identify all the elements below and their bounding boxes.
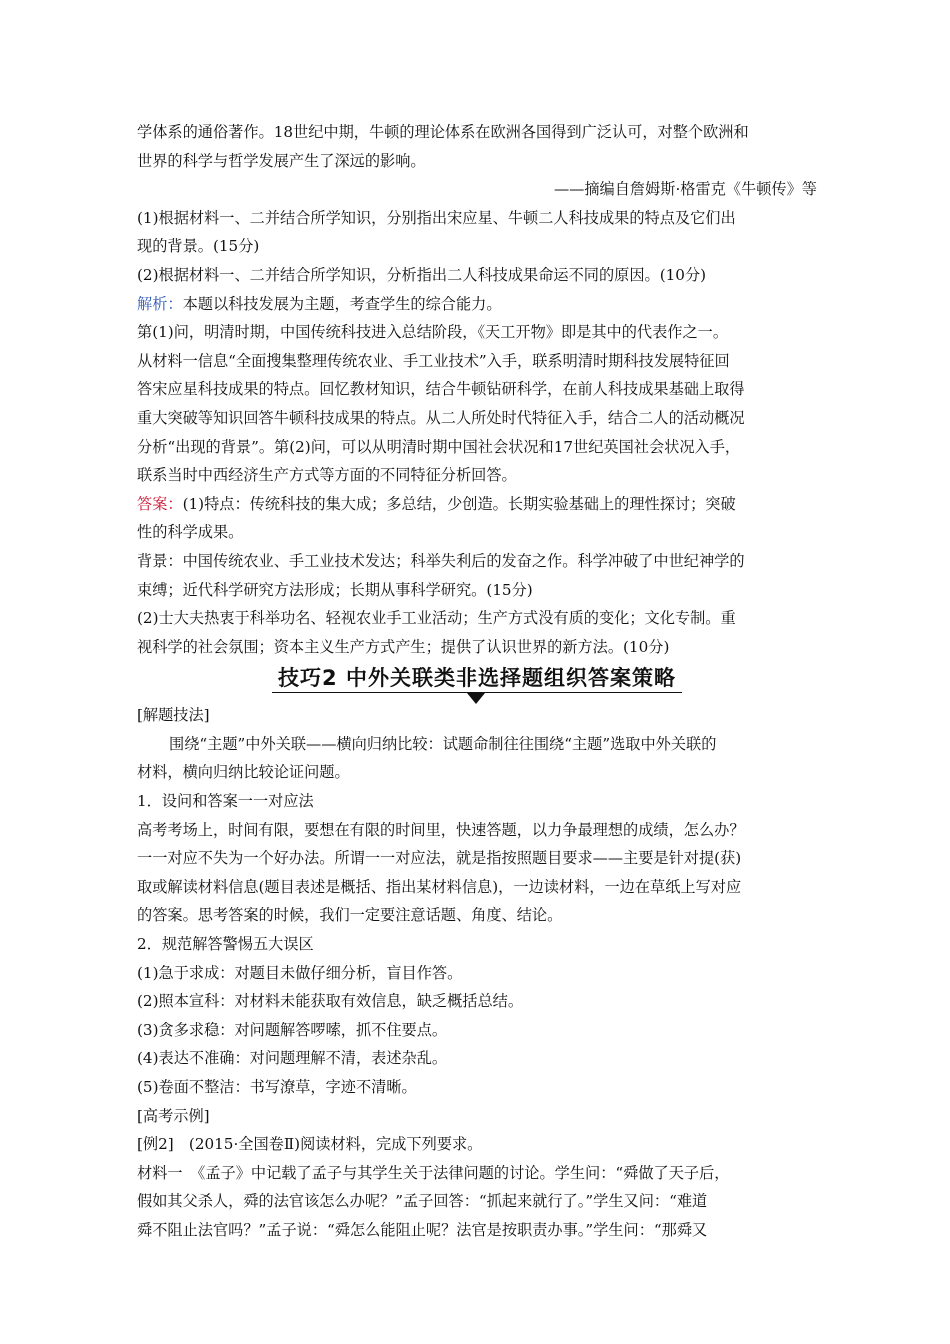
text-line: 的答案。思考答案的时候，我们一定要注意话题、角度、结论。 bbox=[137, 906, 563, 925]
text-line: 围绕“主题”中外关联——横向归纳比较：试题命制往往围绕“主题”选取中外关联的 bbox=[169, 734, 717, 753]
text-line: 高考考场上，时间有限，要想在有限的时间里，快速答题，以力争最理想的成绩，怎么办？ bbox=[137, 820, 745, 839]
answer-line bbox=[137, 490, 817, 519]
document-page bbox=[137, 118, 817, 1245]
text-line: 视科学的社会氛围；资本主义生产方式产生；提供了认识世界的新方法。(10分) bbox=[137, 637, 670, 656]
text-line: (2)士大夫热衷于科举功名、轻视农业手工业活动；生产方式没有质的变化；文化专制。重 bbox=[137, 609, 736, 628]
text-line: 材料一 《孟子》中记载了孟子与其学生关于法律问题的讨论。学生问：“舜做了天子后， bbox=[137, 1163, 730, 1182]
text-line: 现的背景。(15分) bbox=[137, 237, 260, 256]
text-line: 一一对应不失为一个好办法。所谓一一对应法，就是指按照题目要求——主要是针对提(获) bbox=[137, 849, 742, 868]
question-2: (2)根据材料一、二并结合所学知识，分析指出二人科技成果命运不同的原因。(10分) bbox=[137, 265, 707, 284]
analysis-text: 本题以科技发展为主题，考查学生的综合能力。 bbox=[182, 294, 502, 313]
list-item: (3)贪多求稳：对问题解答啰嗦，抓不住要点。 bbox=[137, 1020, 448, 1039]
text-line: 材料，横向归纳比较论证问题。 bbox=[137, 763, 350, 782]
answer-label: 答案： bbox=[137, 494, 183, 513]
subsection-label: [高考示例] bbox=[137, 1106, 210, 1125]
analysis-label: 解析： bbox=[137, 294, 183, 313]
list-item: (1)急于求成：对题目未做仔细分析，盲目作答。 bbox=[137, 963, 463, 982]
text-line: 世界的科学与哲学发展产生了深远的影响。 bbox=[137, 151, 426, 170]
text-line: 联系当时中西经济生产方式等方面的不同特征分析回答。 bbox=[137, 466, 517, 485]
text-line: 性的科学成果。 bbox=[137, 523, 244, 542]
source-citation: ——摘编自詹姆斯·格雷克《牛顿传》等 bbox=[553, 180, 817, 199]
list-item: (4)表达不准确：对问题理解不清，表述杂乱。 bbox=[137, 1049, 448, 1068]
text-line: 第(1)问，明清时期，中国传统科技进入总结阶段，《天工开物》即是其中的代表作之一。 bbox=[137, 323, 729, 342]
text-line: 学体系的通俗著作。18世纪中期，牛顿的理论体系在欧洲各国得到广泛认可，对整个欧洲和 bbox=[137, 123, 749, 141]
text-line: 从材料一信息“全面搜集整理传统农业、手工业技术”入手，联系明清时期科技发展特征回 bbox=[137, 351, 730, 370]
list-item: (5)卷面不整洁：书写潦草，字迹不清晰。 bbox=[137, 1078, 417, 1096]
text-line: 舜不阻止法官吗？”孟子说：“舜怎么能阻止呢？法官是按职责办事。”学生问：“那舜又 bbox=[137, 1220, 708, 1239]
numbered-heading: 1．设问和答案一一对应法 bbox=[137, 792, 314, 811]
section-heading-block bbox=[137, 664, 817, 698]
section-heading: 技巧2 中外关联类非选择题组织答案策略 bbox=[278, 666, 676, 691]
example-heading: [例2] (2015·全国卷Ⅱ)阅读材料，完成下列要求。 bbox=[137, 1135, 483, 1154]
text-line: 答宋应星科技成果的特点。回忆教材知识，结合牛顿钻研科学，在前人科技成果基础上取得 bbox=[137, 380, 745, 399]
triangle-marker-icon bbox=[467, 693, 485, 704]
list-item: (2)照本宣科：对材料未能获取有效信息，缺乏概括总结。 bbox=[137, 992, 524, 1011]
text-line: 假如其父杀人，舜的法官该怎么办呢？”孟子回答：“抓起来就行了。”学生又问：“难道 bbox=[137, 1192, 708, 1211]
text-line: 重大突破等知识回答牛顿科技成果的特点。从二人所处时代特征入手，结合二人的活动概况 bbox=[137, 408, 745, 427]
subsection-label: [解题技法] bbox=[137, 706, 210, 725]
text-line: 背景：中国传统农业、手工业技术发达；科举失利后的发奋之作。科学冲破了中世纪神学的 bbox=[137, 551, 745, 570]
question-1: (1)根据材料一、二并结合所学知识，分别指出宋应星、牛顿二人科技成果的特点及它们出 bbox=[137, 208, 736, 227]
answer-text: (1)特点：传统科技的集大成；多总结，少创造。长期实验基础上的理性探讨；突破 bbox=[182, 494, 736, 513]
text-line: 束缚；近代科学研究方法形成；长期从事科学研究。(15分) bbox=[137, 580, 533, 599]
analysis-line bbox=[137, 290, 817, 319]
numbered-heading: 2．规范解答警惕五大误区 bbox=[137, 935, 314, 954]
text-line: 取或解读材料信息(题目表述是概括、指出某材料信息)，一边读材料，一边在草纸上写对应 bbox=[137, 877, 742, 896]
text-line: 分析“出现的背景”。第(2)问，可以从明清时期中国社会状况和17世纪英国社会状况入手， bbox=[137, 437, 741, 456]
